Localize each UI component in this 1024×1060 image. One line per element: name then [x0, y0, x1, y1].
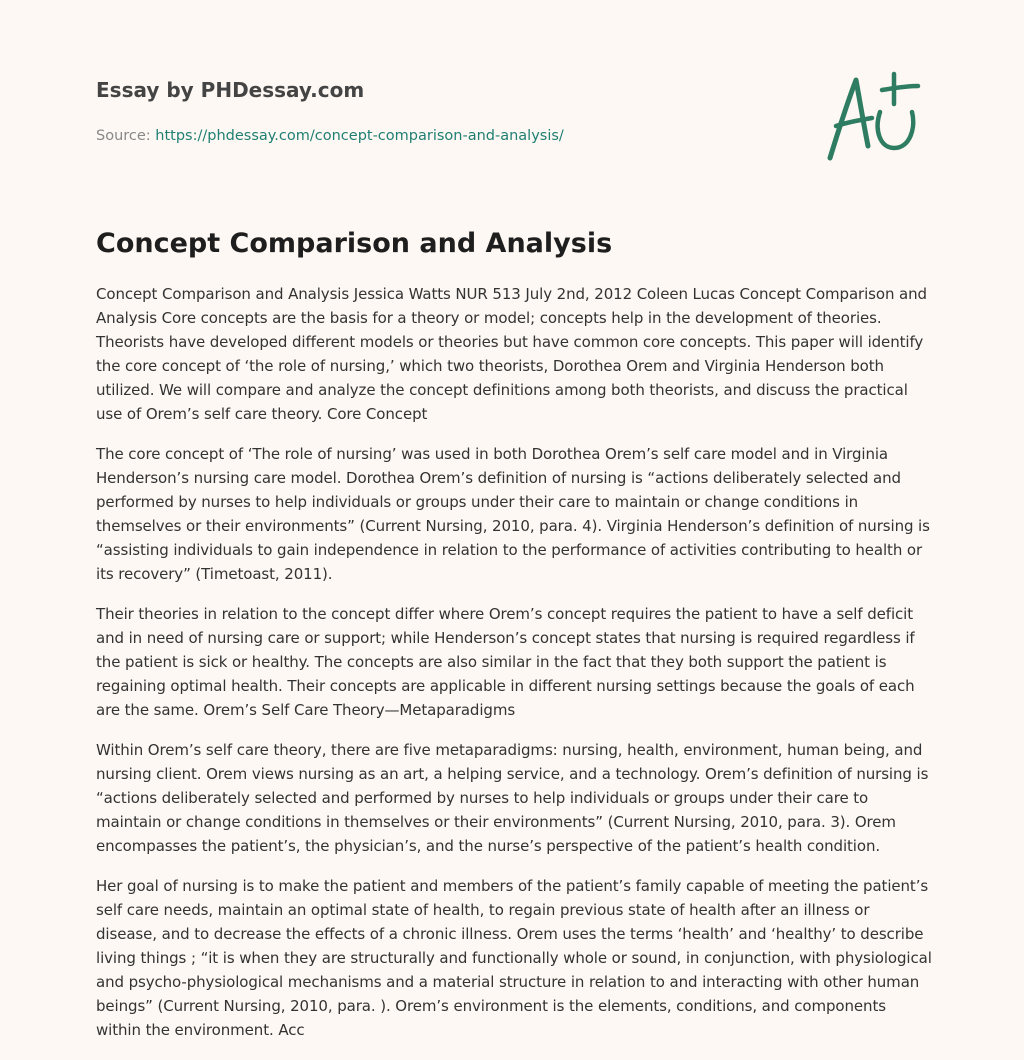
article-paragraph: Within Orem’s self care theory, there are five metaparadigms: nursing, health, environment, human being, and nursing client. Orem views nursing as an art, a helping service, and a technology. Orem’s definition of nursing is “actions deliberately selected and performed by nurses to help individuals or groups under their care to maintain or change conditions in themselves or their environments” (Current Nursing, 2010, para. 3). Orem encompasses the patient’s, the physician’s, and the nurse’s perspective of the patient’s health condition. [96, 741, 929, 855]
source-label: Source: [96, 128, 151, 144]
logo-plus-horizontal [882, 86, 918, 90]
source-link[interactable]: https://phdessay.com/concept-comparison-and-analysis/ [155, 128, 564, 144]
source-line [96, 126, 796, 146]
article-paragraph: Their theories in relation to the concept differ where Orem’s concept requires the patient to have a self deficit and in need of nursing care or support; while Henderson’s concept states that nursing is required regardless if the patient is sick or healthy. The concepts are also similar in the fact that they both support the patient is regaining optimal health. Their concepts are applicable in different nursing settings because the goals of each are the same. Orem’s Self Care Theory—Metaparadigms [96, 605, 915, 719]
site-brand: Essay by PHDessay.com [96, 78, 365, 102]
article-paragraph: The core concept of ‘The role of nursing’ was used in both Dorothea Orem’s self care model and in Virginia Henderson’s nursing care model. Dorothea Orem’s definition of nursing is “actions deliberately selected and performed by nurses to help individuals or groups under their care to maintain or change conditions in themselves or their environments” (Current Nursing, 2010, para. 4). Virginia Henderson’s definition of nursing is “assisting individuals to gain independence in relation to the performance of activities contributing to health or its recovery” (Timetoast, 2011). [96, 445, 930, 583]
article-paragraph: Her goal of nursing is to make the patient and members of the patient’s family capable of meeting the patient’s self care needs, maintain an optimal state of health, to regain previous state of health after an illness or disease, and to decrease the effects of a chronic illness. Orem uses the terms ‘health’ and ‘healthy’ to describe living things ; “it is when they are structurally and functionally whole or sound, in conjunction, with physiological and psycho-physiological mechanisms and a material structure in relation to and interacting with other human beings” (Current Nursing, 2010, para. ). Orem’s environment is the elements, conditions, and components within the environment. Acc [96, 877, 932, 1039]
article-paragraph: Concept Comparison and Analysis Jessica Watts NUR 513 July 2nd, 2012 Coleen Lucas Concept Comparison and Analysis Core concepts are the basis for a theory or model; concepts help in the development of theories. Theorists have developed different models or theories but have common core concepts. This paper will identify the core concept of ‘the role of nursing,’ which two theorists, Dorothea Orem and Virginia Henderson both utilized. We will compare and analyze the concept definitions among both theorists, and discuss the practical use of Orem’s self care theory. Core Concept [96, 285, 927, 423]
article-title: Concept Comparison and Analysis [96, 228, 613, 259]
page-header [96, 76, 796, 146]
a-plus-icon [820, 68, 930, 164]
logo-swoop [878, 112, 914, 148]
article [96, 226, 932, 1058]
